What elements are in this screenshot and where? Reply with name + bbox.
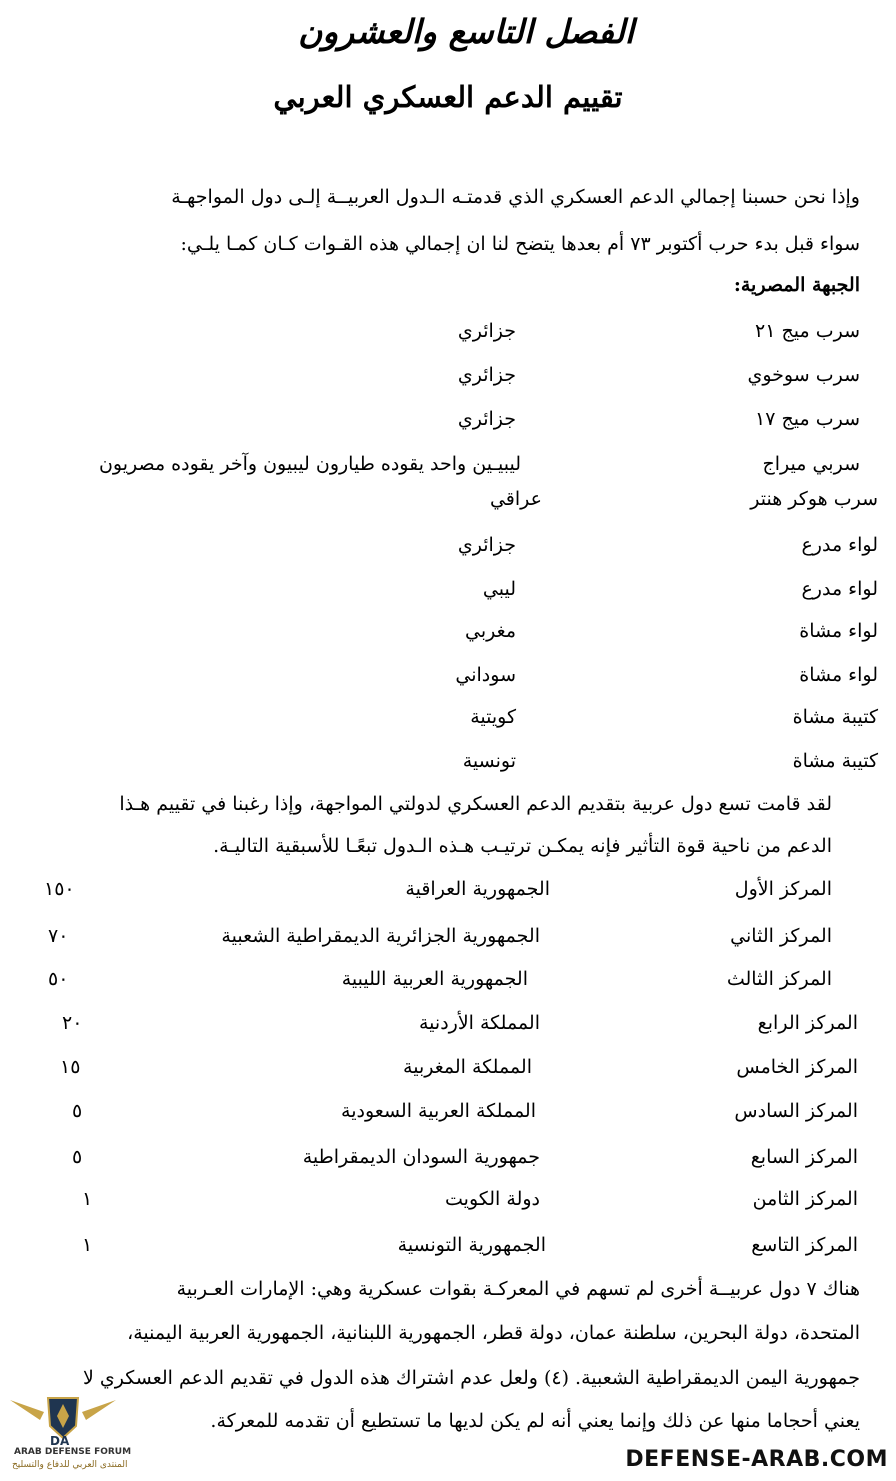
rank-label: المركز السابع [750, 1146, 858, 1168]
front-unit: كتيبة مشاة [792, 706, 878, 728]
rank-country: الجمهورية الجزائرية الديمقراطية الشعبية [221, 925, 540, 947]
rank-label: المركز الثامن [752, 1188, 858, 1210]
rank-label: المركز الرابع [757, 1012, 858, 1034]
front-origin: سوداني [455, 664, 516, 686]
front-row [0, 750, 896, 780]
rank-country: دولة الكويت [445, 1188, 540, 1210]
rank-label: المركز الثالث [726, 968, 832, 990]
chapter-title: الفصل التاسع والعشرون [298, 12, 634, 51]
front-origin: جزائري [457, 408, 516, 430]
closing-line-2: المتحدة، دولة البحرين، سلطنة عمان، دولة قطر، الجمهورية اللبنانية، الجمهورية العربية اليمنية، [127, 1322, 860, 1344]
front-origin: مغربي [465, 620, 516, 642]
front-row [0, 620, 896, 650]
ranking-row [0, 1100, 896, 1130]
ranking-row [0, 925, 896, 955]
front-origin: ليبي [482, 578, 516, 600]
front-origin: تونسية [462, 750, 516, 772]
intro-line-1: وإذا نحن حسبنا إجمالي الدعم العسكري الذي قدمتـه الـدول العربيــة إلـى دول المواجهـة [171, 186, 860, 208]
front-unit: سرب هوكر هنتر [750, 488, 878, 510]
rank-label: المركز السادس [734, 1100, 858, 1122]
closing-line-4: يعني أحجاما منها عن ذلك وإنما يعني أنه لم يكن لديها ما تستطيع أن تقدمه للمعركة. [210, 1410, 860, 1432]
rank-label: المركز التاسع [751, 1234, 858, 1256]
rank-score: ٥٠ [48, 968, 69, 990]
rank-label: المركز الخامس [736, 1056, 858, 1078]
rank-score: ٢٠ [62, 1012, 83, 1034]
rank-country: جمهورية السودان الديمقراطية [302, 1146, 540, 1168]
site-watermark: DEFENSE-ARAB.COM [625, 1447, 888, 1472]
front-row [0, 534, 896, 564]
rank-score: ١ [82, 1234, 93, 1256]
rank-score: ٧٠ [48, 925, 69, 947]
ranking-row [0, 1234, 896, 1264]
rank-score: ٥ [72, 1146, 83, 1168]
ranking-intro-line-1: لقد قامت تسع دول عربية بتقديم الدعم العسكري لدولتي المواجهة، وإذا رغبنا في تقييم هـذا [119, 793, 832, 815]
front-row [0, 578, 896, 608]
ranking-row [0, 1146, 896, 1176]
rank-score: ١ [82, 1188, 93, 1210]
front-unit: لواء مدرع [801, 578, 878, 600]
forum-logo [4, 1392, 132, 1478]
ranking-row [0, 878, 896, 908]
section-title: تقييم الدعم العسكري العربي [273, 80, 623, 114]
front-unit: سربي ميراج [762, 453, 860, 475]
rank-score: ١٥٠ [44, 878, 75, 900]
rank-country: المملكة الأردنية [418, 1012, 540, 1034]
front-origin: ليبيـين واحد يقوده طيارون ليبيون وآخر يقوده مصريون [98, 453, 521, 475]
front-unit: سرب ميج ٢١ [755, 320, 860, 342]
front-unit: لواء مدرع [801, 534, 878, 556]
front-unit: كتيبة مشاة [792, 750, 878, 772]
ranking-row [0, 1188, 896, 1218]
front-origin: كويتية [470, 706, 516, 728]
rank-country: الجمهورية التونسية [397, 1234, 546, 1256]
rank-country: المملكة العربية السعودية [341, 1100, 536, 1122]
ranking-row [0, 968, 896, 998]
front-unit: سرب ميج ١٧ [755, 408, 860, 430]
closing-line-1: هناك ٧ دول عربيــة أخرى لم تسهم في المعركـة بقوات عسكرية وهي: الإمارات العـربية [176, 1278, 860, 1300]
front-unit: سرب سوخوي [747, 364, 860, 386]
front-unit: لواء مشاة [799, 620, 878, 642]
front-row [0, 408, 896, 438]
front-row [0, 488, 896, 518]
ranking-row [0, 1056, 896, 1086]
egyptian-front-heading: الجبهة المصرية: [733, 274, 860, 296]
rank-label: المركز الأول [734, 878, 832, 900]
front-origin: عراقي [489, 488, 542, 510]
ranking-row [0, 1012, 896, 1042]
front-row [0, 706, 896, 736]
front-origin: جزائري [457, 320, 516, 342]
front-origin: جزائري [457, 534, 516, 556]
front-row [0, 453, 896, 483]
intro-line-2: سواء قبل بدء حرب أكتوبر ٧٣ أم بعدها يتضح لنا ان إجمالي هذه القـوات كـان كمـا يلـي: [180, 233, 860, 255]
rank-country: المملكة المغربية [403, 1056, 532, 1078]
front-row [0, 320, 896, 350]
logo-name: ARAB DEFENSE FORUM [14, 1447, 132, 1457]
front-row [0, 364, 896, 394]
closing-line-3: جمهورية اليمن الديمقراطية الشعبية. (٤) ولعل عدم اشتراك هذه الدول في تقديم الدعم العسكري لا [83, 1367, 860, 1389]
front-unit: لواء مشاة [799, 664, 878, 686]
rank-score: ٥ [72, 1100, 83, 1122]
rank-score: ١٥ [60, 1056, 81, 1078]
front-origin: جزائري [457, 364, 516, 386]
rank-country: الجمهورية العربية الليبية [341, 968, 528, 990]
logo-initials: DA [50, 1434, 70, 1448]
rank-country: الجمهورية العراقية [405, 878, 550, 900]
front-row [0, 664, 896, 694]
logo-arabic: المنتدى العربي للدفاع والتسليح [12, 1460, 128, 1470]
rank-label: المركز الثاني [730, 925, 832, 947]
ranking-intro-line-2: الدعم من ناحية قوة التأثير فإنه يمكـن ترتيـب هـذه الـدول تبعًـا للأسبقية التاليـة. [213, 835, 832, 857]
